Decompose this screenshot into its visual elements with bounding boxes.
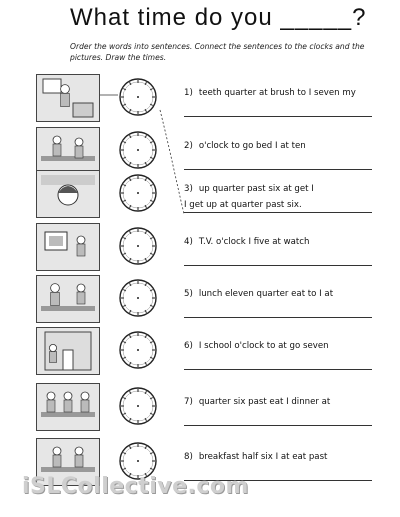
picture-tv bbox=[36, 223, 100, 271]
answer-line[interactable] bbox=[184, 305, 372, 318]
answer-line[interactable]: I get up at quarter past six. bbox=[184, 200, 372, 213]
clock-face-icon[interactable] bbox=[118, 330, 158, 370]
jumbled-sentence bbox=[184, 237, 309, 247]
item-number: 1) bbox=[184, 88, 193, 98]
watermark: iSLCollective.com bbox=[22, 474, 249, 499]
item-number: 3) bbox=[184, 184, 193, 194]
item-number: 2) bbox=[184, 141, 193, 151]
sentence-words: lunch eleven quarter eat to I at bbox=[198, 289, 334, 299]
exercise-row bbox=[0, 275, 400, 335]
answer-line[interactable] bbox=[184, 357, 372, 370]
clock-face-icon[interactable] bbox=[118, 130, 158, 170]
clock-face-icon[interactable] bbox=[118, 173, 158, 213]
item-number: 8) bbox=[184, 452, 193, 462]
picture-dinner bbox=[36, 383, 100, 431]
item-number: 4) bbox=[184, 237, 193, 247]
sentence-words: o'clock to go bed I at ten bbox=[198, 141, 306, 151]
sentence-words: breakfast half six I at eat past bbox=[198, 452, 328, 462]
clock-face-icon[interactable] bbox=[118, 226, 158, 266]
item-number: 6) bbox=[184, 341, 193, 351]
answer-line[interactable] bbox=[184, 413, 372, 426]
sentence-words: T.V. o'clock I five at watch bbox=[198, 237, 310, 247]
picture-bathroom bbox=[36, 74, 100, 122]
picture-girl bbox=[36, 170, 100, 218]
instructions: Order the words into sentences. Connect the sentences to the clocks and the pictures. Draw the times. bbox=[70, 42, 365, 62]
picture-lunch bbox=[36, 275, 100, 323]
jumbled-sentence bbox=[184, 141, 306, 151]
answer-line[interactable] bbox=[184, 104, 372, 117]
picture-school bbox=[36, 327, 100, 375]
jumbled-sentence bbox=[184, 184, 314, 194]
jumbled-sentence bbox=[184, 289, 333, 299]
exercise-row bbox=[0, 327, 400, 387]
clock-face-icon[interactable] bbox=[118, 77, 158, 117]
sentence-words: teeth quarter at brush to I seven my bbox=[198, 88, 356, 98]
exercise-row bbox=[0, 223, 400, 283]
worksheet-title: What time do you _____? bbox=[70, 4, 367, 31]
picture-table bbox=[36, 127, 100, 175]
answer-line[interactable] bbox=[184, 253, 372, 266]
jumbled-sentence bbox=[184, 452, 327, 462]
jumbled-sentence bbox=[184, 88, 356, 98]
exercise-row bbox=[0, 170, 400, 230]
exercise-row bbox=[0, 74, 400, 134]
exercise-row bbox=[0, 383, 400, 443]
jumbled-sentence bbox=[184, 341, 329, 351]
item-number: 7) bbox=[184, 397, 193, 407]
sentence-words: quarter six past eat I dinner at bbox=[198, 397, 331, 407]
clock-face-icon[interactable] bbox=[118, 386, 158, 426]
answer-line[interactable] bbox=[184, 157, 372, 170]
jumbled-sentence bbox=[184, 397, 330, 407]
item-number: 5) bbox=[184, 289, 193, 299]
clock-face-icon[interactable] bbox=[118, 278, 158, 318]
sentence-words: I school o'clock to at go seven bbox=[198, 341, 329, 351]
sentence-words: up quarter past six at get I bbox=[198, 184, 314, 194]
